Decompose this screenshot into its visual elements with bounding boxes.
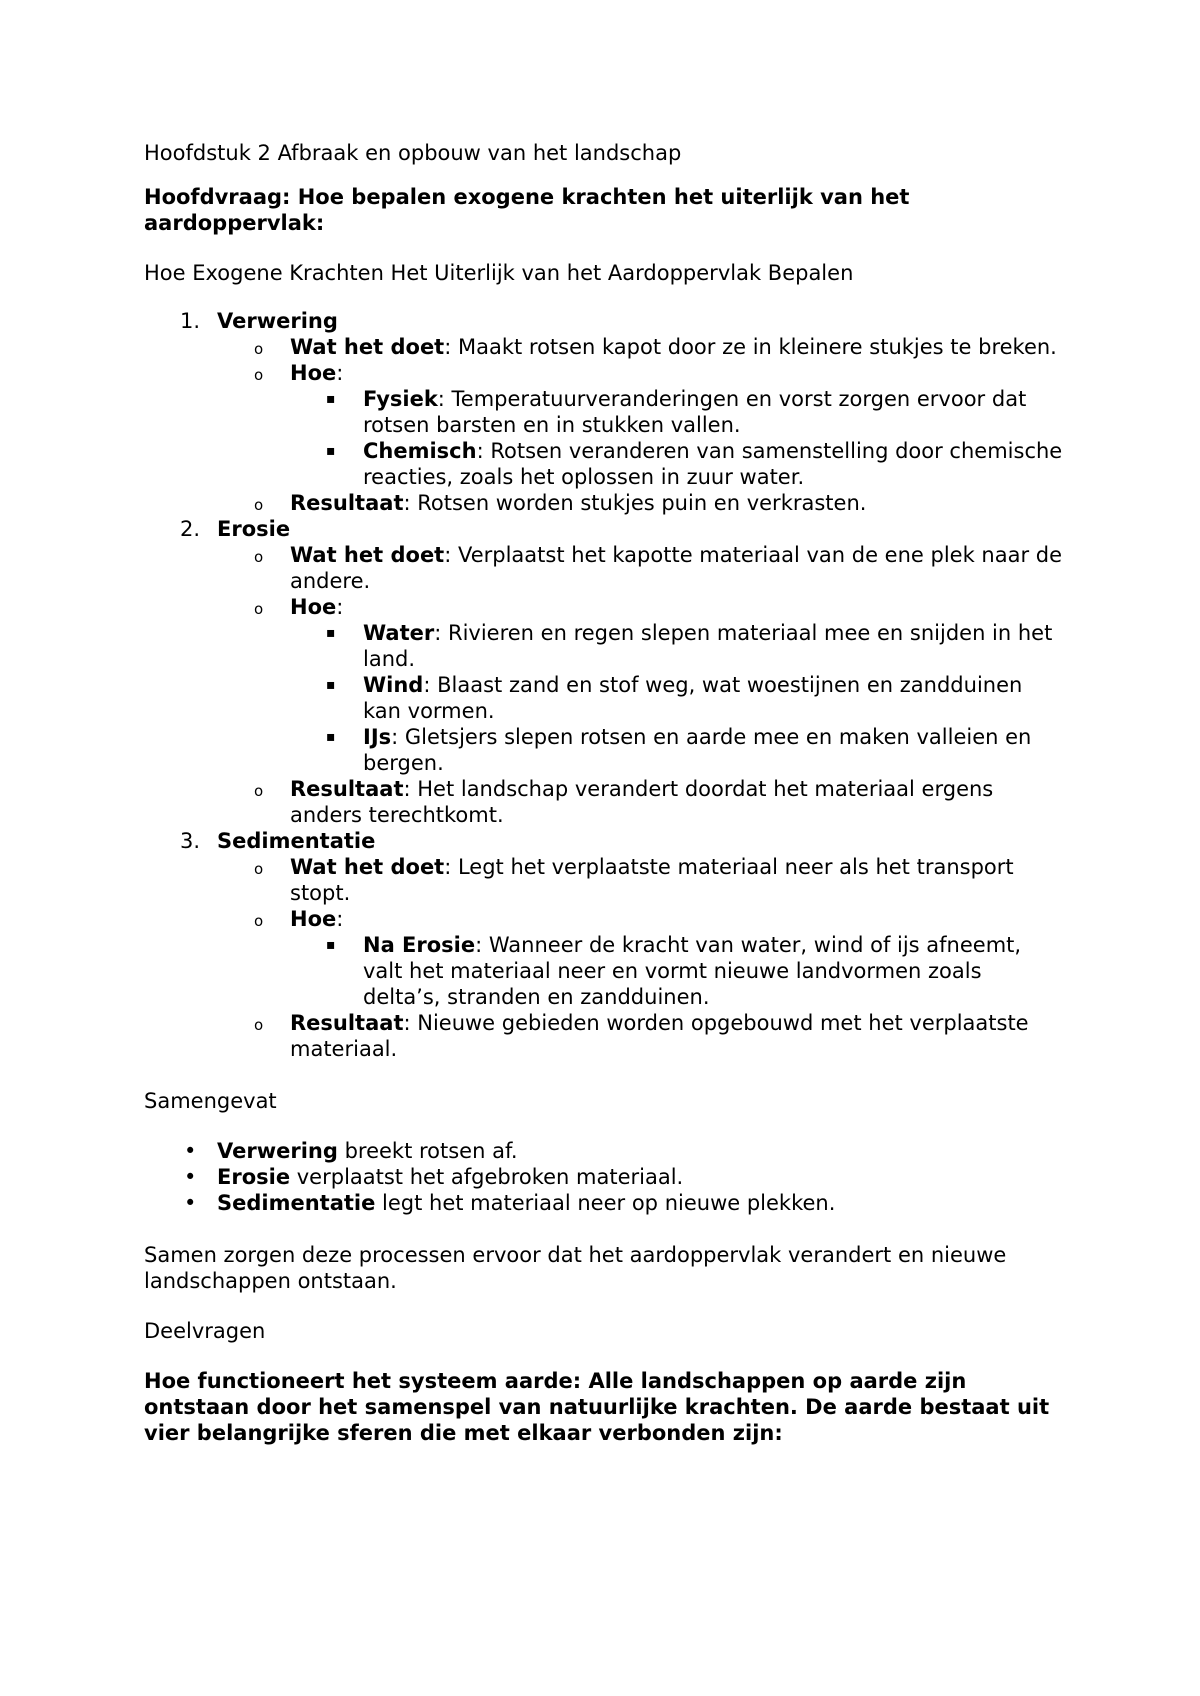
summary-title: Samengevat: [144, 1089, 277, 1113]
list-item: [217, 490, 1064, 516]
list-item-erosie: [144, 516, 1064, 828]
list-item-sedimentatie: [144, 828, 1064, 1062]
step-number: 1.: [180, 309, 201, 333]
list-item: [217, 360, 1064, 490]
circle-bullet-icon: o: [254, 1016, 264, 1034]
label: Wat het doet: [290, 855, 445, 879]
text: verplaatst het afgebroken materiaal.: [290, 1165, 684, 1189]
text: : Verplaatst het kapotte materiaal van de ene plek naar de andere.: [290, 543, 1063, 593]
section-subtitle: Hoe Exogene Krachten Het Uiterlijk van het Aardoppervlak Bepalen: [144, 261, 854, 285]
label: Wind: [363, 673, 424, 697]
label: Fysiek: [363, 387, 438, 411]
list-item: [144, 1164, 1064, 1190]
text: : Gletsjers slepen rotsen en aarde mee en maken valleien en bergen.: [363, 725, 1032, 775]
step-number: 3.: [180, 829, 201, 853]
label: Chemisch: [363, 439, 477, 463]
text: breekt rotsen af.: [337, 1139, 518, 1163]
list-item: [144, 1138, 1064, 1164]
label: Resultaat: [290, 777, 404, 801]
list-item: [217, 334, 1064, 360]
sub-list: [217, 334, 1064, 516]
list-item: [217, 1010, 1064, 1062]
square-bullet-icon: ▪: [326, 391, 336, 407]
label: Hoe: [290, 361, 337, 385]
list-item: [217, 542, 1064, 594]
text: : Wanneer de kracht van water, wind of ijs afneemt, valt het materiaal neer en vormt nieuwe landvormen zoals delta’s, stranden en zandduinen.: [363, 933, 1022, 1009]
list-item-verwering: [144, 308, 1064, 516]
square-bullet-icon: ▪: [326, 443, 336, 459]
text: :: [336, 361, 344, 385]
bullet-icon: •: [184, 1165, 197, 1189]
circle-bullet-icon: o: [254, 340, 264, 358]
label: Hoe: [290, 595, 337, 619]
text: : Het landschap verandert doordat het materiaal ergens anders terechtkomt.: [290, 777, 994, 827]
label: Wat het doet: [290, 335, 445, 359]
deelvraag-paragraph: Hoe functioneert het systeem aarde: Alle landschappen op aarde zijn ontstaan door het samenspel van natuurlijke krachten. De aarde bestaat uit vier belangrijke sferen die met elkaar verbonden zijn:: [144, 1369, 1050, 1445]
sub-list: [217, 854, 1064, 1062]
list-item: [290, 386, 1064, 438]
text: :: [336, 907, 344, 931]
label: IJs: [363, 725, 392, 749]
summary-list: [144, 1138, 1064, 1216]
step-name: Erosie: [217, 517, 291, 541]
label: Erosie: [217, 1165, 291, 1189]
circle-bullet-icon: o: [254, 600, 264, 618]
list-item: [217, 594, 1064, 776]
circle-bullet-icon: o: [254, 860, 264, 878]
step-name: Sedimentatie: [217, 829, 376, 853]
sub-sub-list: [290, 932, 1064, 1010]
label: Resultaat: [290, 1011, 404, 1035]
text: : Temperatuurveranderingen en vorst zorgen ervoor dat rotsen barsten en in stukken vallen.: [363, 387, 1027, 437]
label: Verwering: [217, 1139, 338, 1163]
text: : Nieuwe gebieden worden opgebouwd met het verplaatste materiaal.: [290, 1011, 1029, 1061]
list-item: [290, 672, 1064, 724]
list-item: [217, 906, 1064, 1010]
square-bullet-icon: ▪: [326, 937, 336, 953]
text: : Rivieren en regen slepen materiaal mee en snijden in het land.: [363, 621, 1053, 671]
step-number: 2.: [180, 517, 201, 541]
circle-bullet-icon: o: [254, 366, 264, 384]
list-item: [290, 438, 1064, 490]
text: : Rotsen worden stukjes puin en verkrasten.: [403, 491, 867, 515]
text: legt het materiaal neer op nieuwe plekken.: [375, 1191, 836, 1215]
label: Sedimentatie: [217, 1191, 376, 1215]
sub-sub-list: [290, 620, 1064, 776]
list-item: [290, 620, 1064, 672]
text: : Rotsen veranderen van samenstelling door chemische reacties, zoals het oplossen in zuur water.: [363, 439, 1063, 489]
label: Resultaat: [290, 491, 404, 515]
text: : Legt het verplaatste materiaal neer als het transport stopt.: [290, 855, 1014, 905]
square-bullet-icon: ▪: [326, 729, 336, 745]
bullet-icon: •: [184, 1139, 197, 1163]
list-item: [217, 776, 1064, 828]
circle-bullet-icon: o: [254, 548, 264, 566]
sub-list: [217, 542, 1064, 828]
text: : Maakt rotsen kapot door ze in kleinere stukjes te breken.: [444, 335, 1057, 359]
text: :: [336, 595, 344, 619]
hoofdvraag: Hoofdvraag: Hoe bepalen exogene krachten het uiterlijk van het aardoppervlak:: [144, 185, 910, 235]
document-page: [144, 140, 1064, 1446]
list-item: [290, 932, 1064, 1010]
circle-bullet-icon: o: [254, 782, 264, 800]
text: : Blaast zand en stof weg, wat woestijnen en zandduinen kan vormen.: [363, 673, 1023, 723]
process-list: [144, 308, 1064, 1062]
list-item: [290, 724, 1064, 776]
circle-bullet-icon: o: [254, 912, 264, 930]
bullet-icon: •: [184, 1191, 197, 1215]
square-bullet-icon: ▪: [326, 625, 336, 641]
list-item: [217, 854, 1064, 906]
label: Hoe: [290, 907, 337, 931]
square-bullet-icon: ▪: [326, 677, 336, 693]
document-title: Hoofdstuk 2 Afbraak en opbouw van het landschap: [144, 141, 682, 165]
label: Na Erosie: [363, 933, 476, 957]
step-name: Verwering: [217, 309, 338, 333]
label: Wat het doet: [290, 543, 445, 567]
sub-sub-list: [290, 386, 1064, 490]
closing-paragraph: Samen zorgen deze processen ervoor dat het aardoppervlak verandert en nieuwe landschappen ontstaan.: [144, 1243, 1007, 1293]
circle-bullet-icon: o: [254, 496, 264, 514]
deelvragen-title: Deelvragen: [144, 1319, 266, 1343]
label: Water: [363, 621, 435, 645]
list-item: [144, 1190, 1064, 1216]
